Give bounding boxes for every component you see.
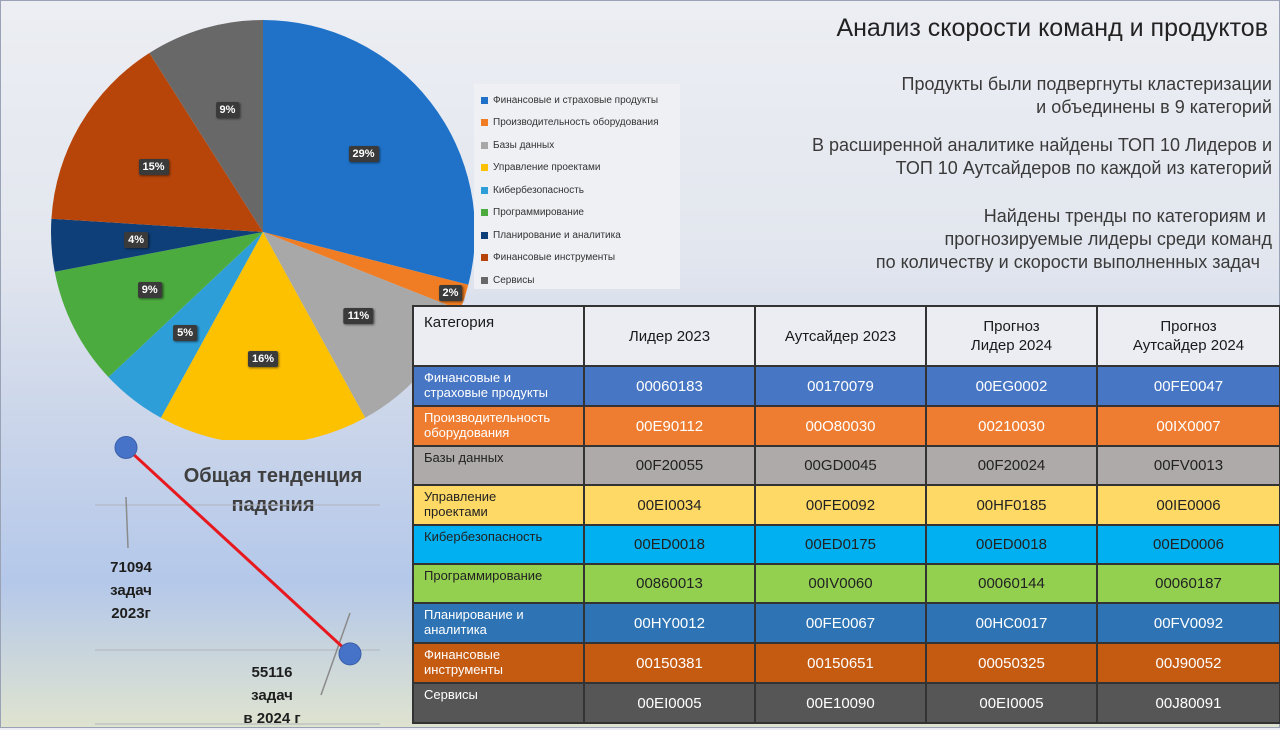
pie-data-label-equipment-perf: 2% <box>439 285 463 301</box>
table-row <box>413 564 1280 603</box>
category-cell-line: Управление <box>424 489 497 504</box>
category-cell <box>413 366 584 406</box>
table-cell: 00050325 <box>926 643 1097 683</box>
table-cell: 00FV0092 <box>1097 603 1280 643</box>
table-row <box>413 683 1280 723</box>
legend-label: Базы данных <box>493 139 555 151</box>
table-cell: 00150381 <box>584 643 755 683</box>
paragraph-top10 <box>812 134 1272 180</box>
trend-label-line: задач <box>110 582 152 599</box>
category-cell-line: Кибербезопасность <box>424 529 543 544</box>
paragraph-line: по количеству и скорости выполненных задач <box>875 252 1260 272</box>
legend-swatch <box>481 142 488 149</box>
category-cell-line: Программирование <box>424 568 543 583</box>
legend-item-equipment-perf <box>474 112 680 135</box>
category-cell-line: Производительность <box>424 410 551 425</box>
table-cell: 00ED0175 <box>755 525 926 564</box>
category-cell <box>413 643 584 683</box>
legend-label: Финансовые и страховые продукты <box>493 94 659 106</box>
table-body <box>413 366 1280 723</box>
legend-swatch <box>481 97 488 104</box>
table-cell: 00IV0060 <box>755 564 926 603</box>
paragraph-line: Продукты были подвергнуты кластеризации <box>901 74 1272 94</box>
legend-item-planning-analytics <box>474 224 680 247</box>
table-cell: 00060144 <box>926 564 1097 603</box>
trend-label-line: 2023г <box>111 605 151 622</box>
column-header <box>584 306 755 366</box>
pie-data-label-cybersecurity: 5% <box>173 325 197 341</box>
table-cell: 00E90112 <box>584 406 755 446</box>
table-row <box>413 603 1280 643</box>
column-header-line: Лидер 2024 <box>970 337 1053 354</box>
legend-label: Сервисы <box>493 274 535 286</box>
trend-label-line: задач <box>251 687 293 704</box>
legend-label: Программирование <box>493 207 584 219</box>
pie-data-label-services: 9% <box>216 102 240 118</box>
category-cell-line: Базы данных <box>424 450 504 465</box>
column-header <box>1097 306 1280 366</box>
column-header <box>755 306 926 366</box>
column-header <box>926 306 1097 366</box>
category-cell-line: Планирование и <box>424 607 524 622</box>
legend-label: Управление проектами <box>493 162 601 174</box>
table-cell: 00ED0018 <box>926 525 1097 564</box>
category-cell-line: аналитика <box>424 622 487 637</box>
legend-label: Производительность оборудования <box>493 117 659 129</box>
legend-swatch <box>481 209 488 216</box>
table-cell: 00HC0017 <box>926 603 1097 643</box>
legend-item-project-mgmt <box>474 157 680 180</box>
table-cell: 00HY0012 <box>584 603 755 643</box>
category-cell-line: оборудования <box>424 425 510 440</box>
column-header-line: Аутсайдер 2024 <box>1132 337 1245 354</box>
category-cell <box>413 683 584 723</box>
category-cell <box>413 406 584 446</box>
table-cell: 00F20055 <box>584 446 755 485</box>
table-cell: 00O80030 <box>755 406 926 446</box>
table-cell: 00FV0013 <box>1097 446 1280 485</box>
category-cell-line: Сервисы <box>424 687 478 702</box>
trend-label-line: 55116 <box>251 664 293 681</box>
column-header-line: Прогноз <box>983 318 1040 335</box>
trend-label-2024 <box>222 661 322 730</box>
table-cell: 00EI0005 <box>926 683 1097 723</box>
category-cell-line: Финансовые и <box>424 370 511 385</box>
table-row <box>413 366 1280 406</box>
pie-data-label-project-mgmt: 16% <box>248 351 278 367</box>
trend-point-2023 <box>115 436 137 458</box>
legend-item-fin-instruments <box>474 247 680 270</box>
table-cell: 00FE0047 <box>1097 366 1280 406</box>
legend-item-programming <box>474 202 680 225</box>
column-header-line: Прогноз <box>1160 318 1217 335</box>
column-header-line: Категория <box>424 314 495 331</box>
category-cell <box>413 564 584 603</box>
paragraph-clustering <box>902 73 1272 119</box>
legend-swatch <box>481 164 488 171</box>
table-row <box>413 406 1280 446</box>
table-row <box>413 525 1280 564</box>
table-cell: 00HF0185 <box>926 485 1097 525</box>
table-cell: 00060183 <box>584 366 755 406</box>
legend-swatch <box>481 277 488 284</box>
table-cell: 00EI0005 <box>584 683 755 723</box>
table-cell: 00860013 <box>584 564 755 603</box>
table-row <box>413 485 1280 525</box>
paragraph-line: Найдены тренды по категориям и <box>983 206 1266 226</box>
table-cell: 00150651 <box>755 643 926 683</box>
page-title: Анализ скорости команд и продуктов <box>836 14 1268 42</box>
paragraph-trends <box>876 205 1272 274</box>
legend-swatch <box>481 187 488 194</box>
pie-data-label-planning-analytics: 4% <box>124 232 148 248</box>
paragraph-line: ТОП 10 Аутсайдеров по каждой из категорий <box>895 158 1272 178</box>
pie-legend <box>474 84 680 289</box>
pie-data-label-fin-insurance: 29% <box>348 146 378 162</box>
legend-item-cybersecurity <box>474 179 680 202</box>
legend-item-fin-insurance <box>474 89 680 112</box>
paragraph-line: прогнозируемые лидеры среди команд <box>944 229 1272 249</box>
legend-item-databases <box>474 134 680 157</box>
trend-title: Общая тенденция падения <box>183 465 363 516</box>
table-header-row <box>413 306 1280 366</box>
table-cell: 00060187 <box>1097 564 1280 603</box>
table-cell: 00E10090 <box>755 683 926 723</box>
table-row <box>413 643 1280 683</box>
category-cell-line: Финансовые <box>424 647 501 662</box>
category-cell-line: инструменты <box>424 662 503 677</box>
category-cell <box>413 603 584 643</box>
table-cell: 00EI0034 <box>584 485 755 525</box>
table-cell: 00GD0045 <box>755 446 926 485</box>
legend-label: Планирование и аналитика <box>493 229 621 241</box>
table-cell: 00ED0006 <box>1097 525 1280 564</box>
column-header <box>413 306 584 366</box>
table-cell: 00EG0002 <box>926 366 1097 406</box>
table-cell: 00F20024 <box>926 446 1097 485</box>
legend-label: Кибербезопасность <box>493 184 584 196</box>
legend-swatch <box>481 232 488 239</box>
trend-label-line: в 2024 г <box>243 710 301 727</box>
table-cell: 00IE0006 <box>1097 485 1280 525</box>
pie-data-label-programming: 9% <box>138 282 162 298</box>
table-cell: 00FE0092 <box>755 485 926 525</box>
trend-label-2023 <box>91 556 171 625</box>
legend-item-services <box>474 269 680 292</box>
trend-point-2024 <box>339 643 361 665</box>
paragraph-line: и объединены в 9 категорий <box>1036 97 1272 117</box>
category-cell <box>413 446 584 485</box>
table-cell: 00IX0007 <box>1097 406 1280 446</box>
legend-swatch <box>481 254 488 261</box>
category-cell <box>413 525 584 564</box>
table-cell: 00170079 <box>755 366 926 406</box>
category-cell-line: страховые продукты <box>424 385 549 400</box>
table-cell: 00J90052 <box>1097 643 1280 683</box>
table-cell: 00J80091 <box>1097 683 1280 723</box>
table-cell: 00ED0018 <box>584 525 755 564</box>
pie-data-label-fin-instruments: 15% <box>138 159 168 175</box>
column-header-line: Аутсайдер 2023 <box>784 327 897 345</box>
category-cell <box>413 485 584 525</box>
pie-data-label-databases: 11% <box>344 308 373 324</box>
trend-chart <box>0 0 400 728</box>
column-header-line: Лидер 2023 <box>628 327 711 345</box>
legend-swatch <box>481 119 488 126</box>
legend-label: Финансовые инструменты <box>493 252 616 264</box>
category-table <box>412 305 1280 724</box>
table-row <box>413 446 1280 485</box>
table-cell: 00210030 <box>926 406 1097 446</box>
paragraph-line: В расширенной аналитике найдены ТОП 10 Лидеров и <box>812 135 1272 155</box>
trend-label-line: 71094 <box>110 559 152 576</box>
category-cell-line: проектами <box>424 504 488 519</box>
table-cell: 00FE0067 <box>755 603 926 643</box>
